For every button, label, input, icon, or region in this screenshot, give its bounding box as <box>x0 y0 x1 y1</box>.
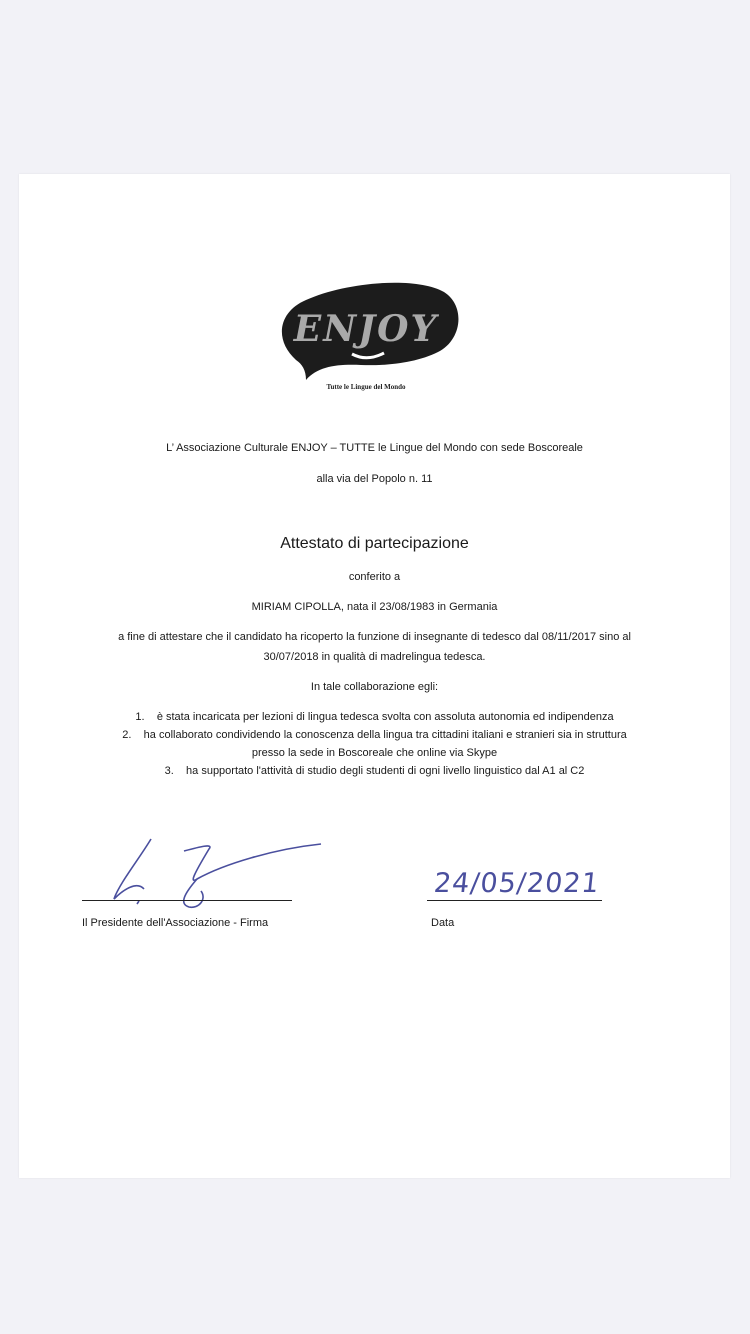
list-item-number: 2. <box>122 729 132 741</box>
list-item-number: 3. <box>164 765 174 777</box>
duties-list <box>19 708 730 780</box>
enjoy-logo <box>266 270 466 390</box>
list-item-text: è stata incaricata per lezioni di lingua tedesca svolta con assoluta autonomia ed indipendenza <box>156 711 614 723</box>
statement-line-2: 30/07/2018 in qualità di madrelingua tedesca. <box>263 651 486 663</box>
president-signature <box>89 829 329 909</box>
president-signature-label: Il Presidente dell'Associazione - Firma <box>82 917 269 929</box>
date-line <box>427 900 602 901</box>
president-signature-line <box>82 900 292 901</box>
certificate-title: Attestato di partecipazione <box>280 535 469 552</box>
list-item <box>19 726 730 744</box>
recipient-line: MIRIAM CIPOLLA, nata il 23/08/1983 in Germania <box>251 601 498 613</box>
list-item-text: ha supportato l'attività di studio degli studenti di ogni livello linguistico dal A1 al C2 <box>186 765 585 777</box>
date-label: Data <box>431 917 455 929</box>
collaboration-intro: In tale collaborazione egli: <box>310 681 439 693</box>
list-item <box>19 762 730 780</box>
list-item-continuation: presso la sede in Boscoreale che online via Skype <box>251 747 498 759</box>
conferred-text: conferito a <box>348 571 401 583</box>
list-item <box>19 708 730 726</box>
header-line-2: alla via del Popolo n. 11 <box>316 473 433 485</box>
logo-tagline: Tutte le Lingue del Mondo <box>326 383 406 391</box>
header-line-1: L’ Associazione Culturale ENJOY – TUTTE le Lingue del Mondo con sede Boscoreale <box>166 442 583 454</box>
statement-paragraph <box>79 627 670 667</box>
statement-line-1: a fine di attestare che il candidato ha ricoperto la funzione di insegnante di tedesco dal 08/11/2017 sino al <box>118 631 631 643</box>
list-item-number: 1. <box>135 711 145 723</box>
list-item-text: ha collaborato condividendo la conoscenza della lingua tra cittadini italiani e stranieri sia in struttura <box>143 729 627 741</box>
certificate-page <box>19 174 730 1178</box>
logo-wordmark: ENJOY <box>293 308 439 350</box>
handwritten-date: 24/05/2021 <box>432 868 602 899</box>
